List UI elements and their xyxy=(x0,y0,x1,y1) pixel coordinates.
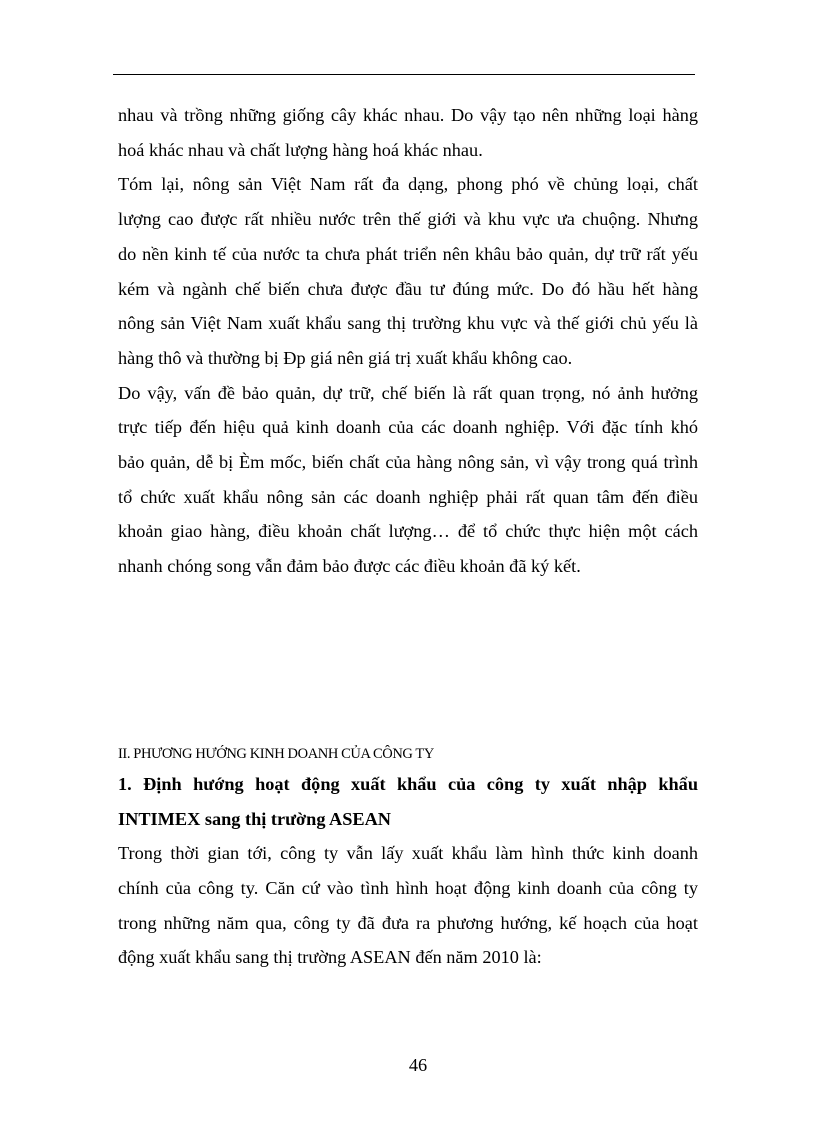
text-line: nông sản Việt Nam xuất khẩu sang thị trường khu vực và thế giới chủ yếu là xyxy=(118,313,698,334)
text-line: nhanh chóng song vẫn đảm bảo được các điều khoản đã ký kết. xyxy=(118,556,581,577)
text-line: hàng thô và thường bị Ðp giá nên giá trị xuất khẩu không cao. xyxy=(118,347,573,368)
text-line: tổ chức xuất khẩu nông sản các doanh nghiệp phải rất quan tâm đến điều xyxy=(118,486,698,507)
text-line: Tóm lại, nông sản Việt Nam rất đa dạng, phong phó về chủng loại, chất xyxy=(118,174,698,195)
paragraph xyxy=(118,167,698,375)
text-line: trực tiếp đến hiệu quả kinh doanh của các doanh nghiệp. Với đặc tính khó xyxy=(118,417,698,438)
paragraph xyxy=(118,98,698,167)
text-line: Trong thời gian tới, công ty vẫn lấy xuất khẩu làm hình thức kinh doanh xyxy=(118,843,698,864)
text-line: khoản giao hàng, điều khoản chất lượng… để tổ chức thực hiện một cách xyxy=(118,521,698,542)
text-line: Do vậy, vấn đề bảo quản, dự trữ, chế biến là rất quan trọng, nó ảnh hưởng xyxy=(118,382,698,403)
section-spacer xyxy=(118,584,698,743)
page-number: 46 xyxy=(408,1055,428,1075)
text-line: kém và ngành chế biến chưa được đầu tư đúng mức. Do đó hầu hết hàng xyxy=(118,278,698,299)
text-line: nhau và trồng những giống cây khác nhau. Do vậy tạo nên những loại hàng xyxy=(118,105,698,125)
text-line: chính của công ty. Căn cứ vào tình hình hoạt động kinh doanh của công ty xyxy=(118,877,698,898)
text-line: lượng cao được rất nhiều nước trên thế giới và khu vực ưa chuộng. Nhưng xyxy=(118,209,698,230)
sub-heading xyxy=(118,767,698,836)
paragraph xyxy=(118,376,698,584)
text-line: do nền kinh tế của nước ta chưa phát triển nên khâu bảo quản, dự trữ rất yếu xyxy=(118,243,698,264)
sub-heading-line: 1. Định hướng hoạt động xuất khẩu của công ty xuất nhập khẩu xyxy=(118,773,698,794)
header-rule xyxy=(113,74,695,75)
text-line: hoá khác nhau và chất lượng hàng hoá khác nhau. xyxy=(118,139,483,160)
text-line: động xuất khẩu sang thị trường ASEAN đến năm 2010 là: xyxy=(118,947,542,968)
sub-heading-line: INTIMEX sang thị trường ASEAN xyxy=(118,808,392,829)
section-heading: II. PHƯƠNG HƯỚNG KINH DOANH CỦA CÔNG TY xyxy=(118,745,434,762)
paragraph xyxy=(118,836,698,975)
text-line: trong những năm qua, công ty đã đưa ra phương hướng, kế hoạch của hoạt xyxy=(118,912,698,933)
text-line: bảo quản, dễ bị Èm mốc, biến chất của hàng nông sản, vì vậy trong quá trình xyxy=(118,452,698,473)
document-body xyxy=(118,98,698,975)
